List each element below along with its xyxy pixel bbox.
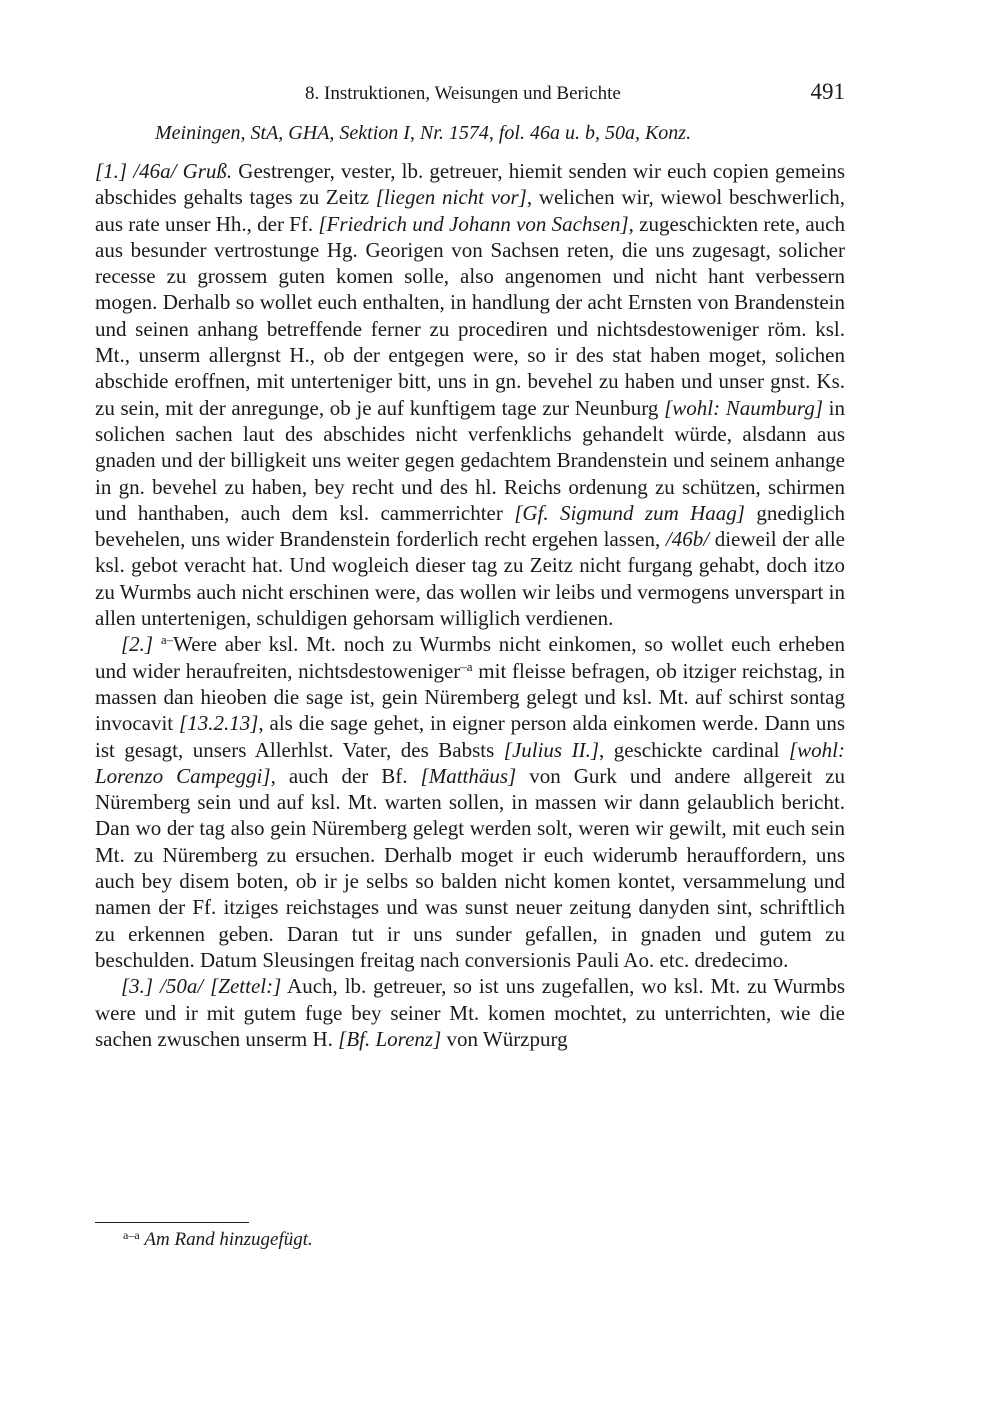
editorial-note: [wohl: Lorenzo Campeggi]	[95, 737, 846, 788]
paragraph-text: , welichen wir, wiewol beschwerlich, aus rate unser Hh., der Ff.	[95, 185, 846, 236]
editorial-note: [Zettel:]	[210, 974, 282, 999]
paragraph-number: [2.]	[121, 632, 154, 657]
paragraph-text: , zugeschickten rete, auch aus besunder vertrostunge Hg. Georigen von Sachsen reten, die uns zugesagt, solicher recesse zu grossem guten komen solle, also angenomen und nicht hant verbessern mogen. Derhalb so wollet euch enthalten, in handlung der acht Ernsten von Brandenstein und seinen anhang betreffende ferner zu procediren und nichtsdestoweniger röm. ksl. Mt., unserm allergnst H., ob der entgegen were, so ir des stat haben moget, solichen abschide eroffnen, mit unterteniger bitt, uns in gn. bevehel zu haben und unser gnst. Ks. zu sein, mit der anregunge, ob je auf kunftigem tage zur Neunburg	[95, 211, 845, 420]
paragraph-text: , auch der Bf.	[270, 763, 421, 788]
paragraph-text: Gestrenger, vester, lb. getreuer, hiemit senden wir euch copien gemeins abschides gehalts tages zu Zeitz	[95, 159, 845, 210]
footnote-divider	[95, 1222, 249, 1223]
editorial-note: [wohl: Naumburg]	[664, 395, 823, 420]
paragraph-text: in solichen sachen laut des abschides nicht verfenklichs gehandelt würde, alsdann aus gnaden und der billigkeit uns weiter gegen gedachtem Brandenstein und seinem anhange in gn. bevehel zu haben, bey recht und des hl. Reichs ordenung zu schützen, schirmen und hanthaben, auch dem ksl. cammerrichter	[95, 395, 845, 525]
running-head	[95, 79, 845, 109]
paragraph-2	[95, 631, 845, 973]
paragraph-text: gnediglich bevehelen, uns wider Brandenstein forderlich recht ergehen lassen,	[95, 500, 845, 552]
paragraph-number: [1.]	[95, 159, 128, 183]
editorial-note: [Friedrich und Johann von Sachsen]	[318, 211, 629, 236]
editorial-note: [Matthäus]	[420, 763, 517, 788]
page-number: 491	[810, 79, 845, 104]
editorial-note: Gruß.	[182, 159, 233, 183]
paragraph-number: [3.]	[121, 974, 154, 999]
editorial-note: [liegen nicht vor]	[375, 185, 527, 210]
editorial-note: [Julius II.]	[503, 737, 600, 762]
paragraph-text: dieweil der alle ksl. gebot veracht hat. Und wogleich dieser tag zu Zeitz nicht furgang gehabt, doch itzo zu Wurmbs auch nicht erschinen were, das wollen wir leibs und vermogens unverspart in allen untertenigen, schuldigen gehorsam williglich verdienen.	[95, 527, 845, 631]
paragraph-text: Were aber ksl. Mt. noch zu Wurmbs nicht einkomen, so wollet euch erheben und wider heraufreiten, nichtsdestoweniger	[95, 632, 845, 683]
paragraph-3	[95, 973, 845, 1052]
editorial-note: [Bf. Lorenz]	[338, 1026, 442, 1051]
paragraph-text: Auch, lb. getreuer, so ist uns zugefallen, wo ksl. Mt. zu Wurmbs were und ir mit gutem fuge bey seiner Mt. komen mochtet, zu unterrichten, wie die sachen zwuschen unserm H.	[95, 974, 846, 1051]
paragraph-text: , geschickte cardinal	[599, 737, 789, 762]
source-citation: Meiningen, StA, GHA, Sektion I, Nr. 1574, fol. 46a u. b, 50a, Konz.	[155, 122, 692, 144]
footnote-label: a–a	[123, 1228, 140, 1242]
editorial-note: [13.2.13]	[179, 711, 259, 736]
document-page	[95, 0, 845, 1418]
folio-marker: /46a/	[133, 159, 177, 183]
paragraph-text: , als die sage gehet, in eigner person alda einkomen werde. Dann uns ist gesagt, unsers Allerhlst. Vater, des Babsts	[95, 711, 845, 762]
paragraph-1	[95, 158, 845, 631]
footnote-marker: a–	[160, 632, 174, 648]
footnote-marker: –a	[460, 658, 473, 674]
footnote-text: Am Rand hinzugefügt.	[144, 1229, 313, 1250]
document-body	[95, 158, 845, 1052]
footnote	[123, 1229, 313, 1251]
paragraph-text: von Würzpurg	[441, 1026, 568, 1051]
folio-marker: /50a/	[160, 974, 204, 999]
running-head-title: 8. Instruktionen, Weisungen und Berichte	[305, 83, 621, 104]
paragraph-text: von Gurk und andere allgereit zu Nüremberg sein und auf ksl. Mt. warten sollen, in massen wir dann gelaublich bericht. Dan wo der tag also gein Nüremberg gelegt werden solt, weren wir gewilt, mit euch sein Mt. zu Nüremberg zu ersuchen. Derhalb moget ir euch widerumb herauffordern, uns auch bey disem boten, ob ir je selbs so balden nicht komen kontet, versammelung und namen der Ff. itziges reichstages und was sunst neuer zeitung danyden sint, schriftlich zu erkennen geben. Daran tut ir uns sunder gefallen, in gnaden und gutem zu beschulden. Datum Sleusingen freitag nach conversionis Pauli Ao. etc. dredecimo.	[95, 763, 845, 972]
editorial-note: [Gf. Sigmund zum Haag]	[514, 500, 745, 525]
paragraph-text: mit fleisse befragen, ob itziger reichstag, in massen dan hieoben die sage ist, gein Nüremberg gelegt und ksl. Mt. auf schirst sontag invocavit	[95, 658, 846, 736]
folio-marker: /46b/	[665, 527, 710, 552]
